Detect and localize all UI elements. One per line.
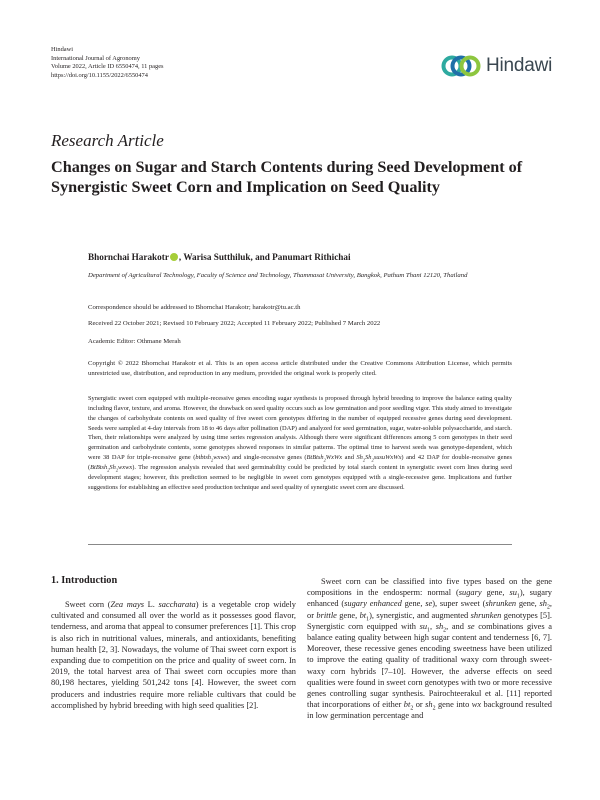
section-divider [88, 544, 512, 545]
doi-link[interactable]: https://doi.org/10.1155/2022/6550474 [51, 71, 148, 79]
author-list [88, 252, 351, 262]
orcid-icon[interactable] [170, 253, 178, 261]
hindawi-logo-rings-icon [441, 53, 481, 79]
coauthor-names: , Warisa Sutthiluk, and Panumart Rithichai [178, 252, 351, 262]
intro-paragraph-left: Sweet corn (Zea mays L. saccharata) is a vegetable crop widely cultivated and consumed all over the world as it possesses good flavor, tenderness, and aroma that appeal to consumer preferences [1]. This crop is also rich in nutritional values, minerals, and antioxidants, benefiting human health [2, 3]. Nowadays, the volume of Thai sweet corn export is expanding due to competition on the price and quality of sweet corn. In 2019, the total harvest area of Thai sweet corn occupies more than 80,198 hectares, yielding 501,242 tons [4]. However, the sweet corn producers and industries require more reliable cultivars that could be accomplished by hybrid breeding with high seed qualities [2]. [51, 600, 296, 710]
publisher-line: Hindawi [51, 46, 74, 53]
copyright-notice: Copyright © 2022 Bhornchai Harakotr et al. This is an open access article distributed under the Creative Commons Attribution License, which permits unrestricted use, distribution, and reproduction in any medium, provided the original work is properly cited. [88, 360, 512, 377]
author-name[interactable]: Bhornchai Harakotr [88, 252, 169, 262]
article-type: Research Article [51, 131, 164, 150]
academic-editor: Academic Editor: Othmane Merah [88, 338, 181, 345]
journal-header [51, 46, 164, 80]
hindawi-logo[interactable] [441, 50, 553, 82]
section-heading: 1. Introduction [51, 575, 118, 586]
volume-line: Volume 2022, Article ID 6550474, 11 pages [51, 63, 164, 71]
abstract: Synergistic sweet corn equipped with multiple-recessive genes encoding sugar synthesis is proposed through hybrid breeding to improve the balance eating quality including flavor, texture, and aroma. However, the drawback on seed quality occurs such as low germination and poor seedling vigor. This study aimed to investigate the changes of carbohydrate contents on seed quality of five sweet corn genotypes differing in the number of equipped recessive genes during seed development. Seeds were sampled at 4-day intervals from 18 to 46 days after pollination (DAP) and analyzed for seed germination, sugar, water-soluble polysaccharide, and starch. Then, their relationships were analyzed by using time series regression analysis. Although there were significant differences among 5 corn genotypes in their seed germination and carbohydrate contents, some genotypes showed responses in similar patterns. The optimal time to harvest seeds was genotype-dependent, which were 38 DAP for triple-recessive gene (btbtsh$_2$wxwx) and single-recessive genes (BtBtsh$_2$WxWx and $Sh_2Sh_2susuWxWx$) and 42 DAP for double-recessive genes $(BtBtsh_2Sh_2wxwx)$. The regression analysis revealed that seed germinability could be predicted by total starch content in synergistic sweet corn lines during seed development stages; however, this prediction seemed to be negligible in sweet corn genotypes equipped with a single-recessive gene. Implications and further suggestions for establishing an effective seed production technique and seed quality of synergistic sweet corn are discussed. [88, 395, 512, 491]
article-title: Changes on Sugar and Starch Contents during Seed Development of Synergistic Sweet Corn and Implication on Seed Quality [51, 158, 523, 196]
correspondence: Correspondence should be addressed to Bhornchai Harakotr; harakotr@tu.ac.th [88, 304, 301, 311]
intro-paragraph-right: Sweet corn can be classified into five types based on the gene compositions in the endosperm: normal (sugary gene, $su_1$), sugary enhanced (sugary enhanced gene, se), super sweet (shrunken gene, $sh_2$, or brittle gene, $bt_1$), synergistic, and augmented shrunken genotypes [5]. Synergistic corn equipped with $su_1$, $sh_2$, and se combinations gives a balance eating quality between high sugar content and tenderness [6, 7]. Moreover, these recessive genes encoding sweetness have been utilized to improve the eating quality of traditional waxy corn through sweet-waxy corn hybrids [7–10]. However, the adverse effects on seed qualities were found in sweet corn genotypes with two or more recessive genes controlling sugar synthesis. Pairochteerakul et al. [11] reported that incorporations of either $bt_2$ or $sh_2$ gene into wx background resulted in low germination percentage and [307, 577, 552, 721]
logo-wordmark: Hindawi [486, 55, 553, 76]
affiliation: Department of Agricultural Technology, Faculty of Science and Technology, Thammasat University, Bangkok, Pathum Thani 12120, Thailand [88, 272, 468, 279]
publication-dates: Received 22 October 2021; Revised 10 February 2022; Accepted 11 February 2022; Published 7 March 2022 [88, 320, 381, 327]
journal-name: International Journal of Agronomy [51, 54, 140, 62]
